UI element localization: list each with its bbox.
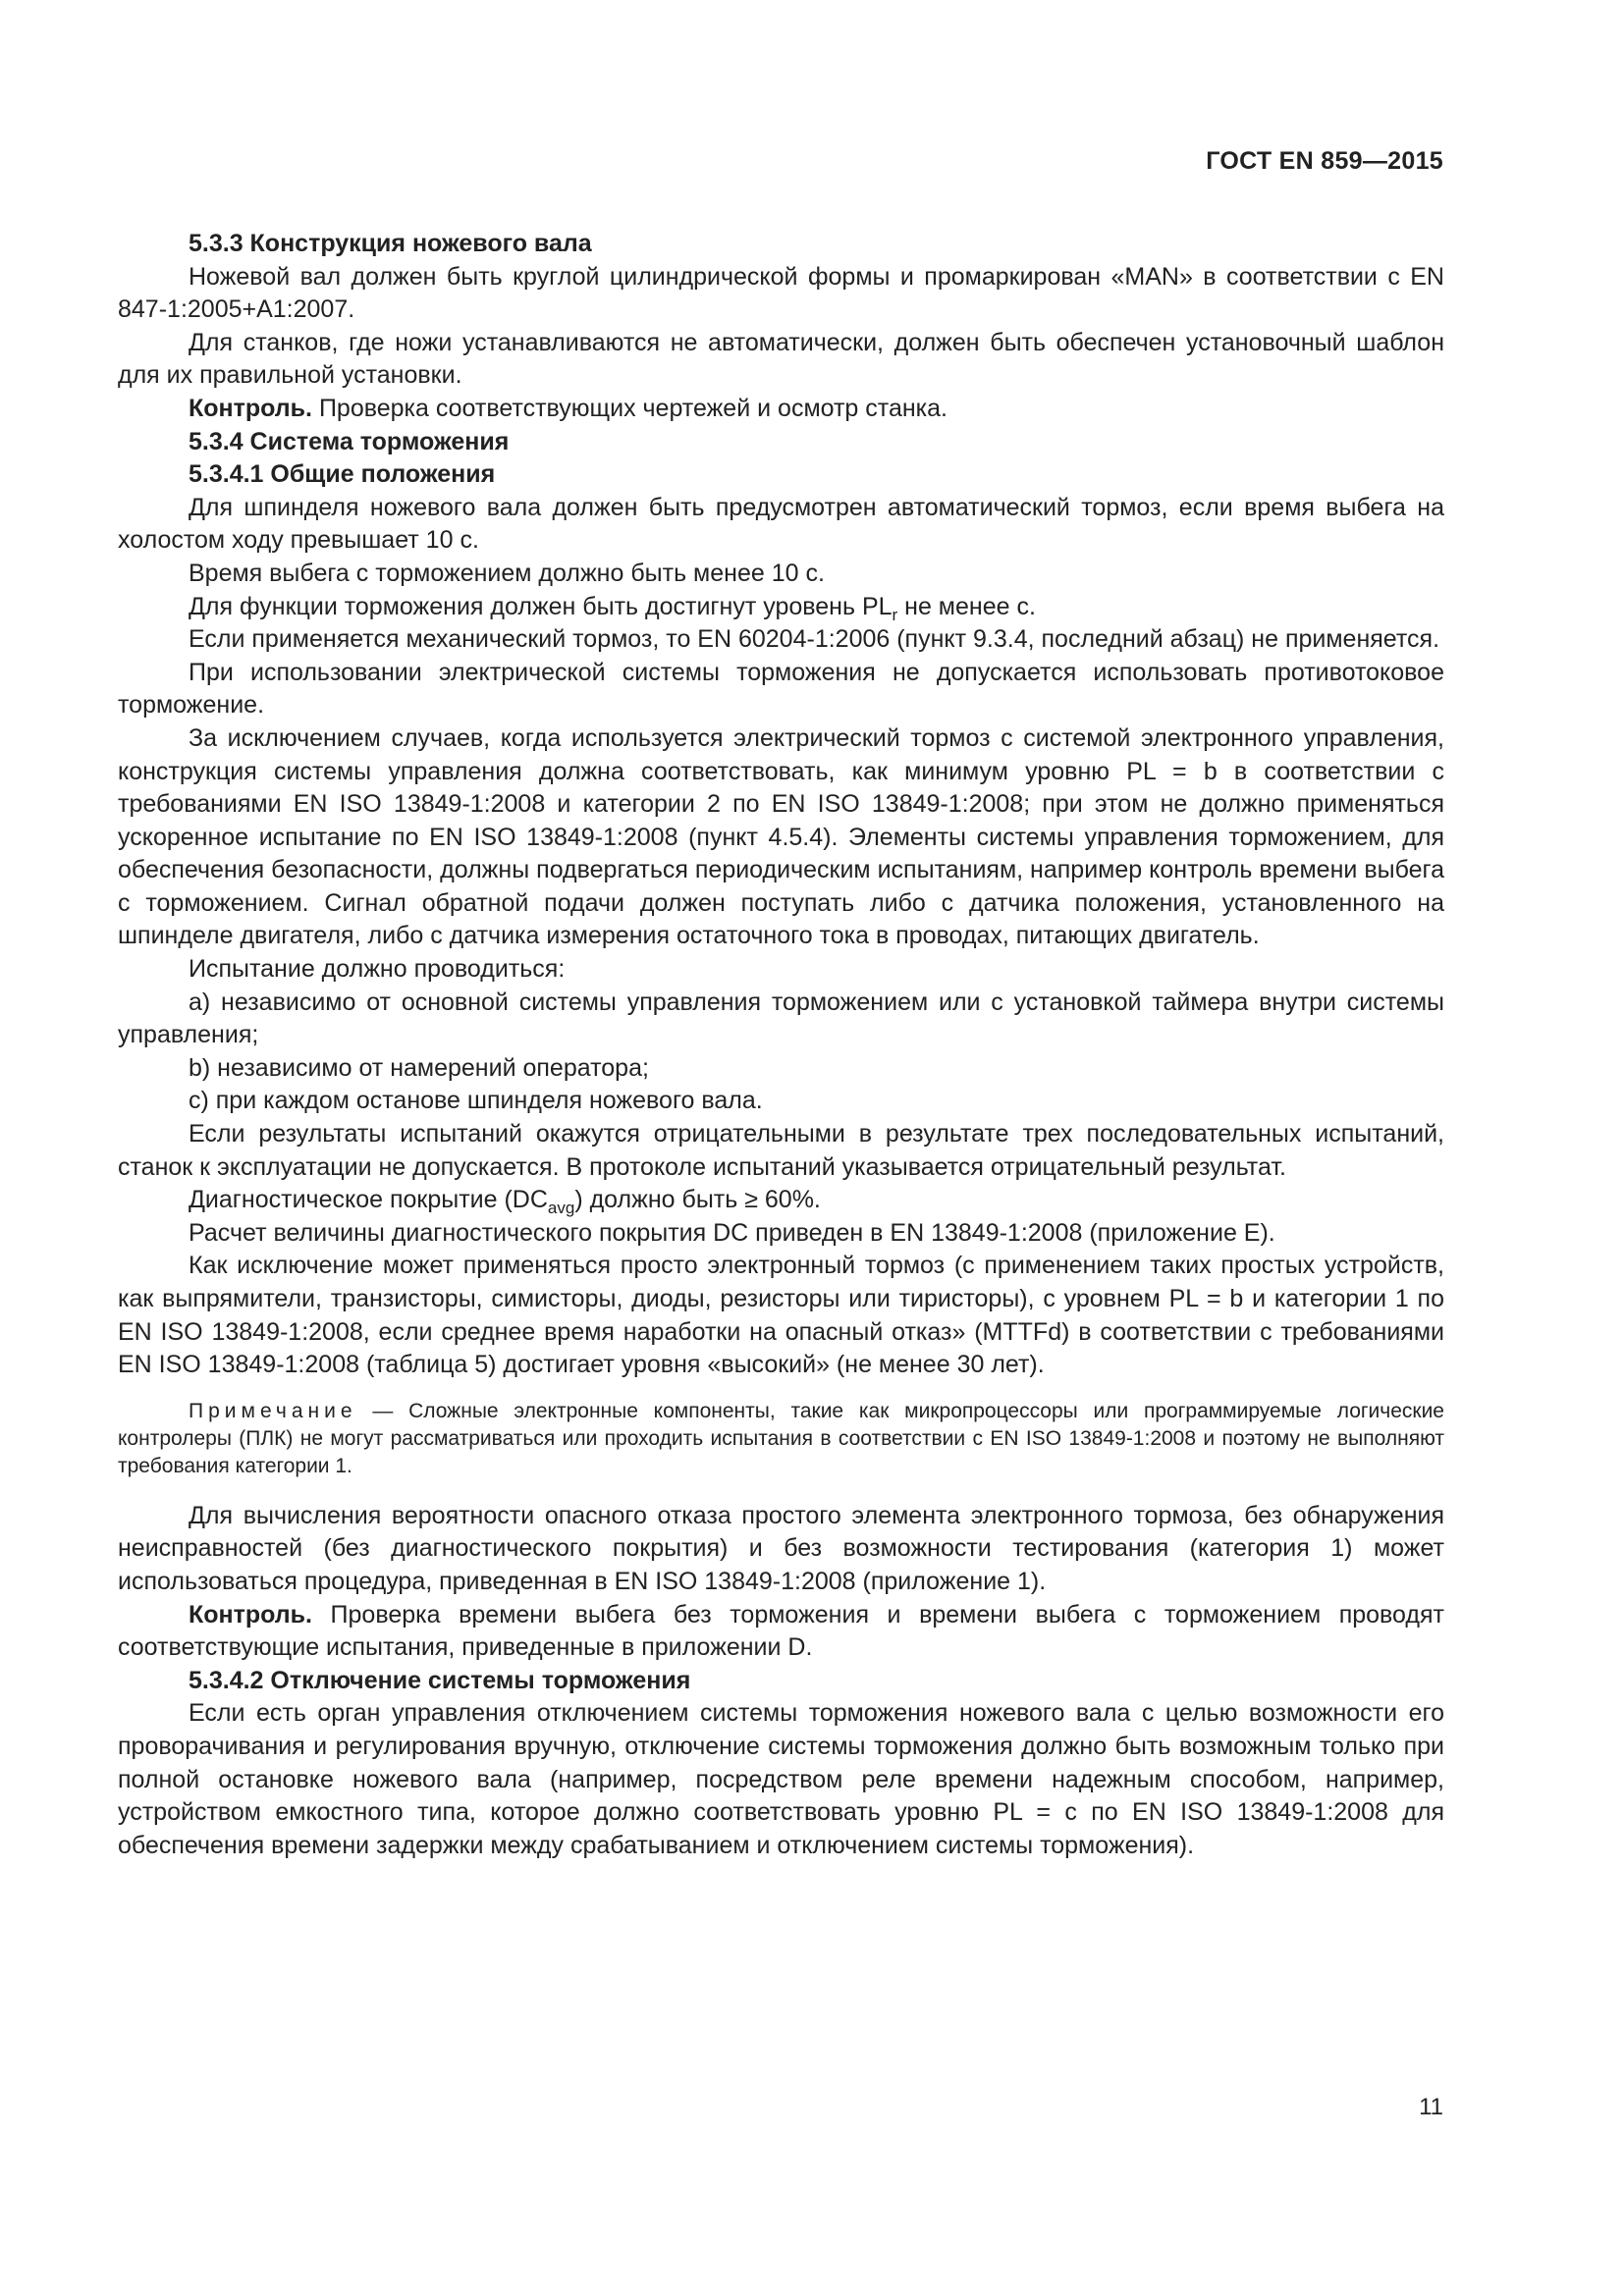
paragraph: Ножевой вал должен быть круглой цилиндрической формы и промаркирован «MAN» в соответствии с EN 847-1:2005+A1:2007.	[118, 262, 1444, 324]
section-heading-5-3-4-1: 5.3.4.1 Общие положения	[189, 460, 496, 489]
paragraph: Испытание должно проводиться:	[189, 955, 566, 984]
paragraph: За исключением случаев, когда используется электрический тормоз с системой электронного управления, конструкция системы управления должна соответствовать, как минимум уровню PL = b в соответствии с требованиями EN ISO 13849-1:2008 и категории 2 по EN ISO 13849-1:2008; при этом не должно применяться ускоренное испытание по EN ISO 13849-1:2008 (пункт 4.5.4). Элементы системы управления торможением, для обеспечения безопасности, должны подвергаться периодическим испытаниям, например контроль времени выбега с торможением. Сигнал обратной подачи должен поступать либо с датчика положения, установленного на шпинделе двигателя, либо с датчика измерения остаточного тока в проводах, питающих двигатель.	[118, 723, 1444, 950]
text-run: ) должно быть ≥ 60%.	[574, 1186, 821, 1214]
note-label: Примечание	[189, 1399, 357, 1422]
paragraph: Для вычисления вероятности опасного отказа простого элемента электронного тормоза, без обнаружения неисправностей (без диагностического покрытия) и без возможности тестирования (категория 1) может использоваться процедура, приведенная в EN ISO 13849-1:2008 (приложение 1).	[118, 1501, 1444, 1595]
text-run: Диагностическое покрытие (DC	[189, 1186, 548, 1214]
section-heading-5-3-4: 5.3.4 Система торможения	[189, 427, 510, 455]
list-item: c) при каждом останове шпинделя ножевого вала.	[189, 1087, 763, 1115]
paragraph: Для станков, где ножи устанавливаются не автоматически, должен быть обеспечен установочный шаблон для их правильной установки.	[118, 328, 1444, 390]
paragraph: Если есть орган управления отключением системы торможения ножевого вала с целью возможности его проворачивания и регулирования вручную, отключение системы торможения должно быть возможным только при полной остановке ножевого вала (например, посредством реле времени надежным способом, например, устройством емкостного типа, которое должно соответствовать уровню PL = c по EN ISO 13849-1:2008 для обеспечения времени задержки между срабатыванием и отключением системы торможения).	[118, 1699, 1444, 1859]
document-body	[118, 228, 1444, 1862]
control-label: Контроль.	[189, 394, 312, 422]
control-paragraph	[118, 393, 1444, 426]
paragraph: Время выбега с торможением должно быть менее 10 с.	[189, 559, 825, 587]
page-number: 11	[1419, 2094, 1443, 2120]
subscript: avg	[547, 1199, 575, 1218]
document-code: ГОСТ EN 859—2015	[1206, 147, 1443, 175]
paragraph: Как исключение может применяться просто электронный тормоз (с применением таких простых устройств, как выпрямители, транзисторы, симисторы, диоды, резисторы или тиристоры), с уровнем PL = b и категории 1 по EN ISO 13849-1:2008, если среднее время наработки на опасный отказ» (MTTFd) в соответствии с требованиями EN ISO 13849-1:2008 (таблица 5) достигает уровня «высокий» (не менее 30 лет).	[118, 1252, 1444, 1379]
section-heading-5-3-3: 5.3.3 Конструкция ножевого вала	[189, 230, 592, 257]
section-heading-5-3-4-2: 5.3.4.2 Отключение системы торможения	[189, 1666, 691, 1694]
control-text: Проверка соответствующих чертежей и осмотр станка.	[312, 394, 947, 422]
list-item: a) независимо от основной системы управления торможением или с установкой таймера внутри системы управления;	[118, 988, 1444, 1049]
paragraph	[118, 1184, 1444, 1217]
text-run: Для функции торможения должен быть достигнут уровень PL	[189, 592, 893, 620]
note-text: — Сложные электронные компоненты, такие как микропроцессоры или программируемые логические контролеры (ПЛК) не могут рассматриваться или проходить испытания в соответствии с EN ISO 13849-1:2008 и поэтому не выполняют требования категории 1.	[118, 1399, 1444, 1477]
control-paragraph	[118, 1599, 1444, 1665]
note	[118, 1398, 1444, 1480]
paragraph: Если применяется механический тормоз, то EN 60204-1:2006 (пункт 9.3.4, последний абзац) не применяется.	[189, 625, 1440, 654]
control-text: Проверка времени выбега без торможения и времени выбега с торможением проводят соответствующие испытания, приведенные в приложении D.	[118, 1600, 1444, 1662]
paragraph: Для шпинделя ножевого вала должен быть предусмотрен автоматический тормоз, если время выбега на холостом ходу превышает 10 с.	[118, 493, 1444, 555]
text-run: не менее с.	[897, 592, 1036, 620]
paragraph	[118, 591, 1444, 624]
paragraph: Расчет величины диагностического покрытия DC приведен в EN 13849-1:2008 (приложение E).	[189, 1218, 1275, 1247]
list-item: b) независимо от намерений оператора;	[189, 1053, 649, 1082]
paragraph: При использовании электрической системы торможения не допускается использовать противотоковое торможение.	[118, 658, 1444, 720]
subscript: r	[892, 605, 898, 624]
control-label: Контроль.	[189, 1600, 312, 1629]
paragraph: Если результаты испытаний окажутся отрицательными в результате трех последовательных испытаний, станок к эксплуатации не допускается. В протоколе испытаний указывается отрицательный результат.	[118, 1120, 1444, 1181]
